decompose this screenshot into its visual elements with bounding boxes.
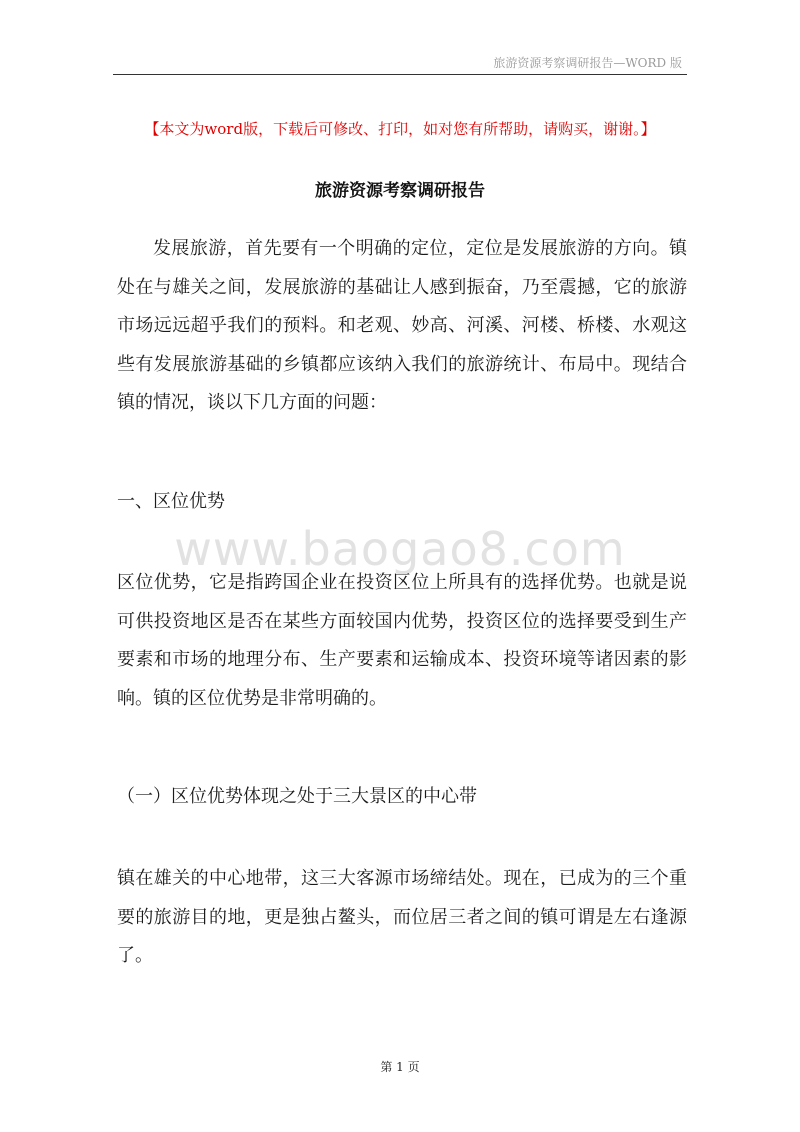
subsection-heading: （一）区位优势体现之处于三大景区的中心带 — [117, 786, 477, 807]
purchase-notice: 【本文为word版，下载后可修改、打印，如对您有所帮助，请购买，谢谢。】 — [144, 120, 656, 138]
section-paragraph: 区位优势，它是指跨国企业在投资区位上所具有的选择优势。也就是说可供投资地区是否在某些方面较国内优势，投资区位的选择要受到生产要素和市场的地理分布、生产要素和运输成本、投资环境等诸因素的影响。镇的区位优势是非常明确的。 — [117, 572, 687, 709]
intro-paragraph: 发展旅游，首先要有一个明确的定位，定位是发展旅游的方向。镇处在与雄关之间，发展旅游的基础让人感到振奋，乃至震撼，它的旅游市场远远超乎我们的预料。和老观、妙高、河溪、河楼、桥楼、水观这些有发展旅游基础的乡镇都应该纳入我们的旅游统计、布局中。现结合镇的情况，谈以下几方面的问题： — [117, 238, 687, 413]
subsection-paragraph: 镇在雄关的中心地带，这三大客源市场缔结处。现在，已成为的三个重要的旅游目的地，更是独占鳌头，而位居三者之间的镇可谓是左右逢源了。 — [117, 868, 687, 966]
page-number: 第 1 页 — [380, 1060, 420, 1074]
header-divider — [113, 74, 687, 75]
running-header: 旅游资源考察调研报告—WORD 版 — [493, 56, 682, 70]
document-title: 旅游资源考察调研报告 — [315, 181, 485, 201]
section-heading: 一、区位优势 — [117, 491, 225, 512]
watermark: www.baogao8.com — [174, 522, 626, 576]
